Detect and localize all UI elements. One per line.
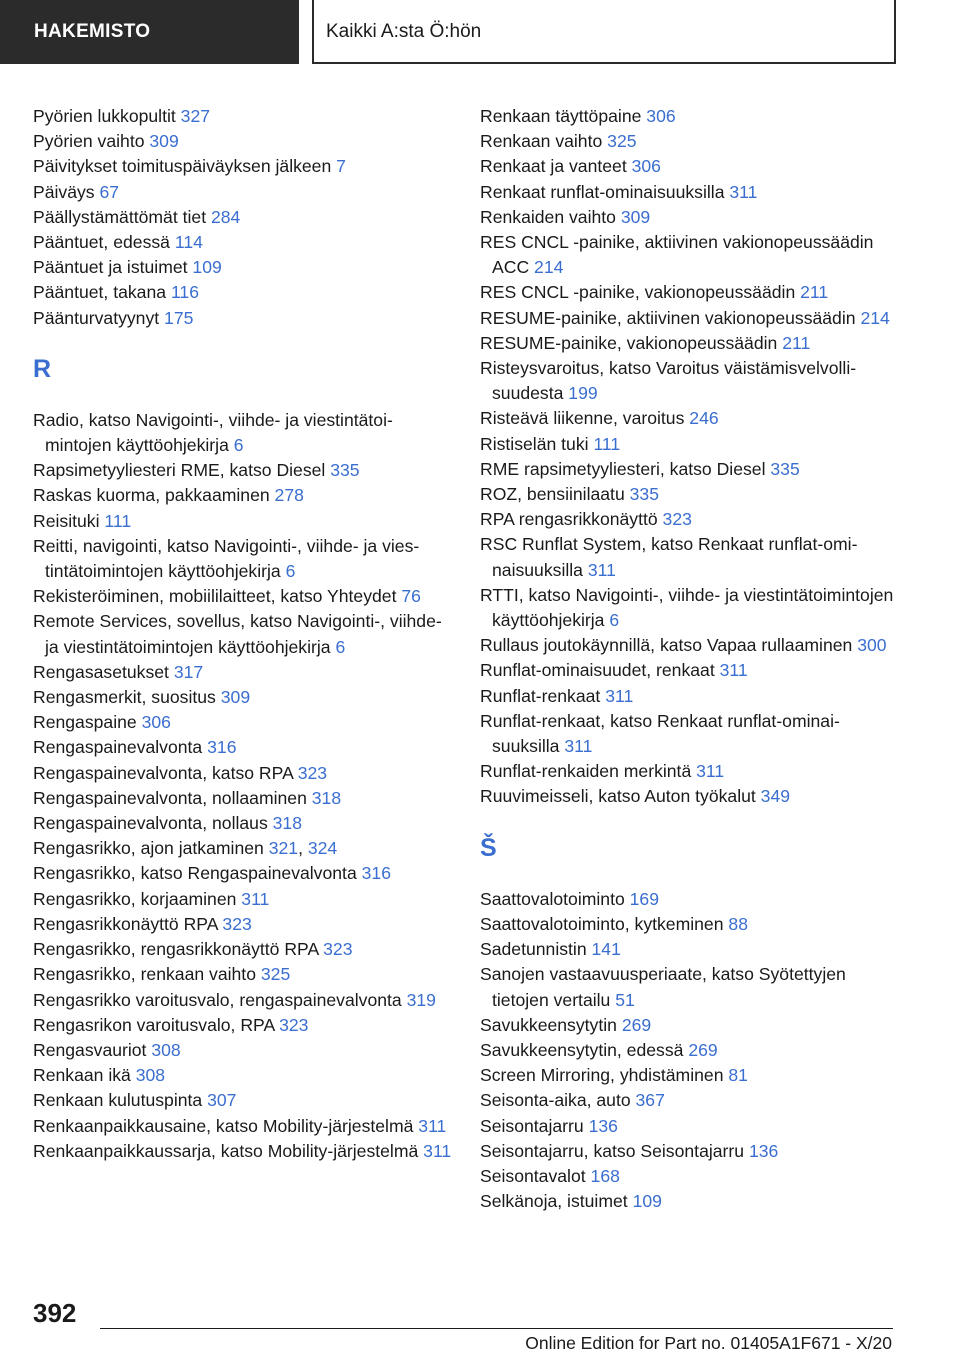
page-link[interactable]: 109 [632, 1191, 662, 1212]
index-entry [480, 583, 900, 633]
index-entry [33, 1038, 453, 1063]
index-entry [480, 507, 900, 532]
index-entry-text: Renkaanpaikkaussarja, katso Mobility-järjestelmä [33, 1140, 419, 1161]
page-link[interactable]: 109 [192, 257, 222, 278]
index-entry-text: Renkaanpaikkausaine, katso Mobility-järjestelmä [33, 1115, 414, 1136]
index-entry-text: Päällystämättömät tiet [33, 206, 207, 227]
page-link[interactable]: 67 [99, 181, 120, 202]
page-link[interactable]: 306 [631, 156, 661, 177]
page-link[interactable]: 211 [782, 332, 811, 353]
index-entry-text: Radio, katso Navigointi-, viihde- ja viestintätoimintojen käyttöohjekirja [33, 409, 393, 456]
index-entry [480, 887, 900, 912]
index-entry [33, 861, 453, 886]
index-entry [33, 761, 453, 786]
index-entry-text: Renkaat ja vanteet [480, 156, 627, 177]
index-entry [480, 1063, 900, 1088]
index-entry-text: Remote Services, sovellus, katso Navigointi-, viihde- ja viestintätoimintojen käyttöohjekirja [33, 611, 442, 657]
index-entry [480, 482, 900, 507]
page-link[interactable]: 51 [615, 989, 635, 1010]
index-entry [33, 685, 453, 710]
page-link[interactable]: 76 [401, 586, 421, 607]
index-entry-text: Sanojen vastaavuusperiaate, katso Syötettyjen tietojen vertailu [480, 964, 846, 1010]
page-link[interactable]: 111 [593, 433, 621, 454]
index-entry [480, 912, 900, 937]
index-entry [33, 609, 453, 659]
index-entry-text: Pääntuet, edessä [33, 232, 170, 253]
footer-divider [100, 1328, 893, 1329]
index-entry [480, 1139, 900, 1164]
index-entry-text: RES CNCL -painike, vakionopeussäädin [480, 282, 796, 303]
index-entry-text: Renkaan kulutuspinta [33, 1090, 203, 1111]
index-entry-text: ROZ, bensiinilaatu [480, 484, 625, 505]
index-entry-text: Rengasrikko varoitusvalo, rengaspainevalvonta [33, 989, 402, 1010]
index-entry-text: Rengasmerkit, suositus [33, 687, 216, 708]
index-entry [480, 406, 900, 431]
index-entry [33, 786, 453, 811]
page-link[interactable]: 311 [587, 559, 616, 580]
page-link[interactable]: 211 [800, 282, 829, 303]
page-link[interactable]: 307 [207, 1090, 237, 1111]
index-entry-text: Rengasrikkonäyttö RPA [33, 913, 218, 934]
index-entry [480, 230, 900, 280]
index-entry [33, 534, 453, 584]
index-entry-text: RESUME-painike, vakionopeussäädin [480, 332, 778, 353]
index-entry-text: Rengasrikko, katso Rengaspainevalvonta [33, 863, 357, 884]
index-entry-text: Ruuvimeisseli, katso Auton työkalut [480, 786, 756, 807]
index-entry-text: Rengasrikko, rengasrikkonäyttö RPA [33, 939, 319, 960]
page-link[interactable]: 6 [335, 636, 346, 657]
index-entry [33, 1063, 453, 1088]
page-link[interactable]: 6 [609, 610, 620, 631]
page-link[interactable]: 309 [220, 687, 251, 708]
index-entry-text: RES CNCL -painike, aktiivinen vakionopeussäädin ACC [480, 232, 874, 278]
page-link[interactable]: 311 [719, 660, 748, 681]
index-entry: Rengasrikko, ajon jatkaminen 321, 324 [33, 838, 338, 859]
index-entry-text: Runflat-renkaiden merkintä [480, 761, 692, 782]
index-entry-text: Reitti, navigointi, katso Navigointi-, viihde- ja viestintätoimintojen käyttöohjekirja [33, 535, 420, 582]
index-entry-text: Rengasasetukset [33, 661, 169, 682]
page-link[interactable]: 6 [285, 561, 296, 582]
index-entry [480, 709, 900, 759]
index-entry-text: Seisontajarru [480, 1115, 584, 1136]
page-link[interactable]: 168 [590, 1165, 620, 1186]
page-link[interactable]: 136 [588, 1115, 618, 1136]
page-link[interactable]: 349 [760, 786, 791, 807]
page-link[interactable]: 269 [621, 1014, 652, 1035]
page-link[interactable]: 323 [222, 913, 252, 934]
index-entry-text: Pääntuet, takana [33, 282, 167, 303]
index-entry [33, 255, 453, 280]
page-link[interactable]: 269 [688, 1039, 718, 1060]
index-letter-heading: Š [480, 833, 497, 862]
index-entry [33, 180, 453, 205]
index-entry [480, 784, 900, 809]
index-entry-text: Rengasvauriot [33, 1039, 147, 1060]
page-link[interactable]: 335 [330, 460, 360, 481]
page-link[interactable]: 309 [620, 206, 651, 227]
page-link[interactable]: 311 [423, 1140, 452, 1161]
index-entry [480, 154, 900, 179]
index-entry [33, 962, 453, 987]
index-entry [33, 104, 453, 129]
page-link[interactable]: 325 [260, 964, 291, 985]
page-link[interactable]: 318 [272, 813, 302, 834]
page-link[interactable]: 316 [361, 863, 391, 884]
index-entry-text: Rengasrikko, ajon jatkaminen [33, 838, 264, 859]
index-entry [33, 1013, 453, 1038]
index-entry [480, 432, 900, 457]
index-entry [33, 129, 453, 154]
index-entry [33, 1139, 453, 1164]
index-entry [33, 408, 453, 458]
index-entry [33, 584, 453, 609]
index-entry-text: Seisonta-aika, auto [480, 1090, 631, 1111]
index-entry [480, 1189, 900, 1214]
page-link[interactable]: 141 [591, 939, 621, 960]
index-entry-text: Pyörien vaihto [33, 131, 145, 152]
page-link[interactable]: 308 [135, 1065, 166, 1086]
page-link[interactable]: 114 [174, 232, 203, 253]
page-link[interactable]: 335 [770, 458, 800, 479]
page-link[interactable]: 214 [534, 257, 564, 278]
index-entry-text: Raskas kuorma, pakkaaminen [33, 485, 270, 506]
index-entry [33, 280, 453, 305]
page-link[interactable]: 7 [336, 156, 346, 177]
index-entry [33, 306, 453, 331]
section-title: Kaikki A:sta Ö:hön [312, 0, 896, 64]
index-entry [480, 1088, 900, 1113]
index-entry [33, 458, 453, 483]
page-link[interactable]: 6 [233, 435, 244, 456]
index-entry [480, 684, 900, 709]
index-entry [33, 710, 453, 735]
page-header [0, 0, 960, 66]
index-column-right [480, 104, 900, 1214]
index-entry [33, 735, 453, 760]
index-entry [480, 331, 900, 356]
page-link[interactable]: 319 [406, 989, 436, 1010]
index-entry [33, 937, 453, 962]
page-link[interactable]: 175 [164, 307, 194, 328]
index-entry-text: Rengaspaine [33, 712, 137, 733]
page-link[interactable]: 116 [170, 282, 199, 303]
index-entry-text: Rengaspainevalvonta, katso RPA [33, 762, 293, 783]
index-entry [33, 1088, 453, 1113]
section-tab[interactable]: HAKEMISTO [0, 0, 299, 64]
page-link[interactable]: 323 [662, 509, 692, 530]
index-entry-text: RTTI, katso Navigointi-, viihde- ja viestintätoimintojen käyttöohjekirja [480, 584, 894, 631]
index-entry [480, 306, 900, 331]
index-entry [480, 658, 900, 683]
index-entry-text: Risteävä liikenne, varoitus [480, 408, 685, 429]
index-entry-text: Saattovalotoiminto [480, 888, 625, 909]
page-link[interactable]: 309 [149, 131, 179, 152]
index-entry-text: Päivitykset toimituspäiväyksen jälkeen [33, 156, 332, 177]
index-entry-text: Runflat-renkaat [480, 685, 601, 706]
index-entry [480, 180, 900, 205]
index-entry-text: Saattovalotoiminto, kytkeminen [480, 913, 724, 934]
index-entry [33, 1114, 453, 1139]
index-entry-text: Sadetunnistin [480, 939, 587, 960]
index-entry-text: Renkaat runflat-ominaisuuksilla [480, 181, 725, 202]
index-entry-text: Ristiselän tuki [480, 433, 589, 454]
index-entry-text: Seisontavalot [480, 1165, 586, 1186]
page-link[interactable]: 321 [268, 838, 299, 859]
index-entry [33, 811, 453, 836]
page-link[interactable]: 323 [297, 762, 328, 783]
index-entry-text: RME rapsimetyyliesteri, katso Diesel [480, 458, 766, 479]
page-link[interactable]: 311 [696, 761, 725, 782]
index-letter-heading: R [33, 354, 52, 383]
page-link[interactable]: 278 [274, 485, 304, 506]
page-link[interactable]: 335 [629, 484, 659, 505]
index-entry-text: Pyörien lukkopultit [33, 106, 176, 126]
index-entry-text: Savukkeensytytin [480, 1014, 617, 1035]
page-link[interactable]: 311 [564, 736, 593, 757]
page-link[interactable]: 317 [173, 661, 204, 682]
page-link[interactable]: 318 [311, 787, 342, 808]
page-link[interactable]: 199 [568, 383, 598, 404]
index-entry [33, 154, 453, 179]
index-entry-text: Rengaspainevalvonta, nollaus [33, 813, 268, 834]
index-entry [480, 633, 900, 658]
index-entry-text: Runflat-ominaisuudet, renkaat [480, 660, 715, 681]
page-link[interactable]: 306 [141, 712, 171, 733]
index-entry-text: Rapsimetyyliesteri RME, katso Diesel [33, 460, 326, 481]
index-entry-text: Screen Mirroring, yhdistäminen [480, 1065, 724, 1086]
index-entry-text: RPA rengasrikkonäyttö [480, 509, 658, 530]
page-link[interactable]: 311 [729, 181, 758, 202]
index-entry-text: Päänturvatyynyt [33, 307, 160, 328]
index-entry [480, 205, 900, 230]
index-entry [33, 483, 453, 508]
index-entry-text: Rullaus joutokäynnillä, katso Vapaa rullaaminen [480, 635, 853, 656]
page-link[interactable]: 88 [728, 913, 748, 934]
index-entry-text: Rekisteröiminen, mobiililaitteet, katso Yhteydet [33, 586, 397, 607]
index-entry-text: RSC Runflat System, katso Renkaat runflat-ominaisuuksilla [480, 534, 858, 580]
page-link[interactable]: 214 [860, 307, 890, 328]
index-entry-text: Rengaspainevalvonta [33, 737, 203, 758]
index-entry [480, 759, 900, 784]
index-entry-text: Renkaan ikä [33, 1065, 131, 1086]
index-entry-text: Risteysvaroitus, katso Varoitus väistämisvelvollisuudesta [480, 358, 857, 404]
index-entry [480, 532, 900, 582]
index-entry-text: Renkaan täyttöpaine [480, 106, 642, 126]
index-entry-text: Seisontajarru, katso Seisontajarru [480, 1140, 745, 1161]
index-entry [480, 1038, 900, 1063]
page-link[interactable]: 323 [323, 939, 353, 960]
page-link[interactable]: 367 [635, 1090, 665, 1111]
index-column-left [33, 104, 453, 1164]
page-link[interactable]: 327 [180, 106, 211, 126]
page-link[interactable]: 311 [241, 888, 270, 909]
index-entry-text: Reisituki [33, 510, 100, 531]
index-entry-text: Rengaspainevalvonta, nollaaminen [33, 787, 307, 808]
index-entry [33, 660, 453, 685]
index-entry [480, 1164, 900, 1189]
index-entry [480, 129, 900, 154]
page-link[interactable]: 308 [151, 1039, 181, 1060]
index-entry [480, 1114, 900, 1139]
index-entry-text: Renkaan vaihto [480, 131, 603, 152]
index-entry [33, 205, 453, 230]
index-entry-text: Rengasrikko, korjaaminen [33, 888, 237, 909]
page-link[interactable]: 323 [279, 1014, 309, 1035]
page-link[interactable]: 284 [210, 206, 241, 227]
index-entry-text: Päiväys [33, 181, 95, 202]
index-entry-text: RESUME-painike, aktiivinen vakionopeussäädin [480, 307, 856, 328]
index-entry [33, 230, 453, 255]
page-link[interactable]: 311 [418, 1115, 447, 1136]
index-entry-text: Selkänoja, istuimet [480, 1191, 628, 1212]
footer-text: Online Edition for Part no. 01405A1F671 - X/20 [525, 1333, 892, 1353]
page-link[interactable]: 306 [646, 106, 676, 126]
index-entry [480, 457, 900, 482]
page-link[interactable]: 311 [605, 685, 634, 706]
index-entry [480, 1013, 900, 1038]
page-link[interactable]: 246 [689, 408, 719, 429]
index-entry-text: Runflat-renkaat, katso Renkaat runflat-ominaisuuksilla [480, 710, 840, 757]
index-entry [33, 887, 453, 912]
page-link[interactable]: 169 [629, 888, 659, 909]
index-entry-text: Renkaiden vaihto [480, 206, 616, 227]
index-entry [33, 912, 453, 937]
page-link[interactable]: 324 [307, 838, 338, 859]
page-link[interactable]: 136 [748, 1140, 779, 1161]
page-link[interactable]: 325 [607, 131, 637, 152]
index-entry-text: Pääntuet ja istuimet [33, 257, 188, 278]
index-entry-text: Rengasrikko, renkaan vaihto [33, 964, 256, 985]
index-entry-text: Rengasrikon varoitusvalo, RPA [33, 1014, 275, 1035]
page-link[interactable]: 81 [728, 1065, 748, 1086]
index-entry [480, 280, 900, 305]
page-link[interactable]: 111 [104, 510, 132, 531]
index-entry [33, 988, 453, 1013]
page-number: 392 [33, 1298, 77, 1328]
page-link[interactable]: 300 [857, 635, 887, 656]
index-entry [33, 509, 453, 534]
index-entry [480, 356, 900, 406]
index-entry [480, 937, 900, 962]
index-entry [480, 104, 900, 129]
page-link[interactable]: 316 [207, 737, 237, 758]
index-entry [480, 962, 900, 1012]
index-entry-text: Savukkeensytytin, edessä [480, 1039, 684, 1060]
